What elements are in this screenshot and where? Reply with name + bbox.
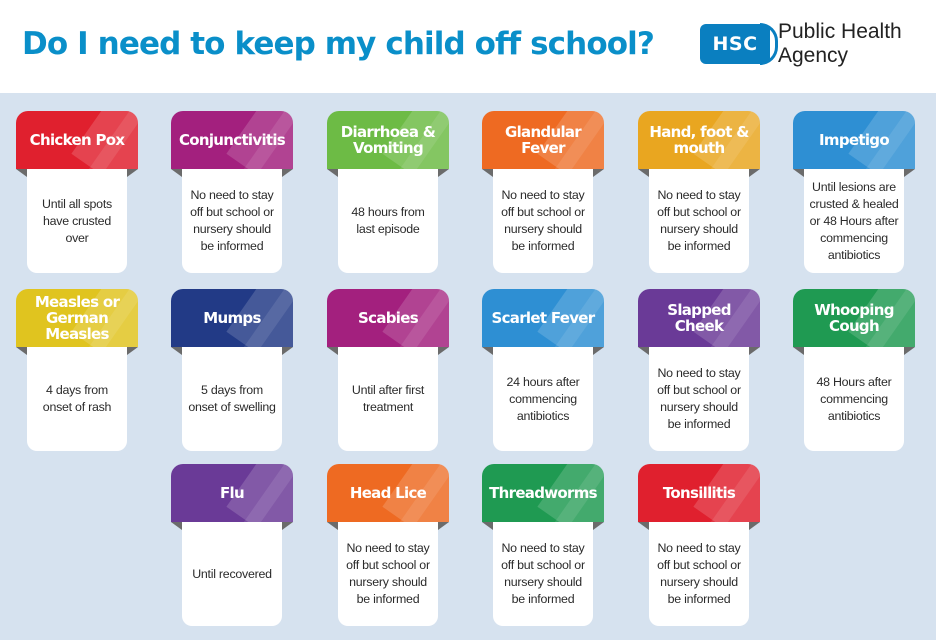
card-chicken-pox [16,111,152,281]
card-head-lice [327,464,463,634]
card-whooping-cough [793,289,929,459]
logo-line-2: Agency [778,44,849,67]
card-text: 48 hours from last episode [338,169,438,273]
card-title: Scabies [327,289,449,347]
card-title: Chicken Pox [16,111,138,169]
card-text: Until all spots have crusted over [27,169,127,273]
card-tonsillitis [638,464,774,634]
card-scabies [327,289,463,459]
card-text: No need to stay off but school or nursery should be informed [649,169,749,273]
card-text: Until after first treatment [338,347,438,451]
card-text: No need to stay off but school or nursery should be informed [182,169,282,273]
card-flu [171,464,307,634]
card-glandular-fever [482,111,618,281]
card-title: Slapped Cheek [638,289,760,347]
card-text: No need to stay off but school or nursery should be informed [649,522,749,626]
card-title: Glandular Fever [482,111,604,169]
card-text: Until lesions are crusted & healed or 48 Hours after commencing antibiotics [804,169,904,273]
card-text: 48 Hours after commencing antibiotics [804,347,904,451]
logo-line-1: Public Health [778,20,902,43]
logo-arc-icon [760,23,778,65]
card-title: Mumps [171,289,293,347]
card-impetigo [793,111,929,281]
hsc-logo [700,20,920,80]
card-title: Flu [171,464,293,522]
hsc-logo-badge: HSC [700,24,770,64]
card-threadworms [482,464,618,634]
card-title: Hand, foot & mouth [638,111,760,169]
card-text: No need to stay off but school or nursery should be informed [338,522,438,626]
card-text: 5 days from onset of swelling [182,347,282,451]
card-title: Threadworms [482,464,604,522]
card-diarrhoea-vomiting [327,111,463,281]
page-title: Do I need to keep my child off school? [22,26,654,62]
card-text: No need to stay off but school or nursery should be informed [493,169,593,273]
card-title: Diarrhoea & Vomiting [327,111,449,169]
card-hand-foot-mouth [638,111,774,281]
card-text: Until recovered [182,522,282,626]
card-slapped-cheek [638,289,774,459]
card-title: Scarlet Fever [482,289,604,347]
card-text: 24 hours after commencing antibiotics [493,347,593,451]
card-text: 4 days from onset of rash [27,347,127,451]
header [0,0,936,93]
illness-grid [0,93,936,640]
card-title: Conjunctivitis [171,111,293,169]
card-title: Impetigo [793,111,915,169]
card-measles [16,289,152,459]
card-text: No need to stay off but school or nursery should be informed [649,347,749,451]
card-title: Whooping Cough [793,289,915,347]
card-text: No need to stay off but school or nursery should be informed [493,522,593,626]
card-scarlet-fever [482,289,618,459]
card-title: Measles or German Measles [16,289,138,347]
card-title: Head Lice [327,464,449,522]
card-title: Tonsillitis [638,464,760,522]
card-conjunctivitis [171,111,307,281]
logo-text [778,20,902,68]
card-mumps [171,289,307,459]
